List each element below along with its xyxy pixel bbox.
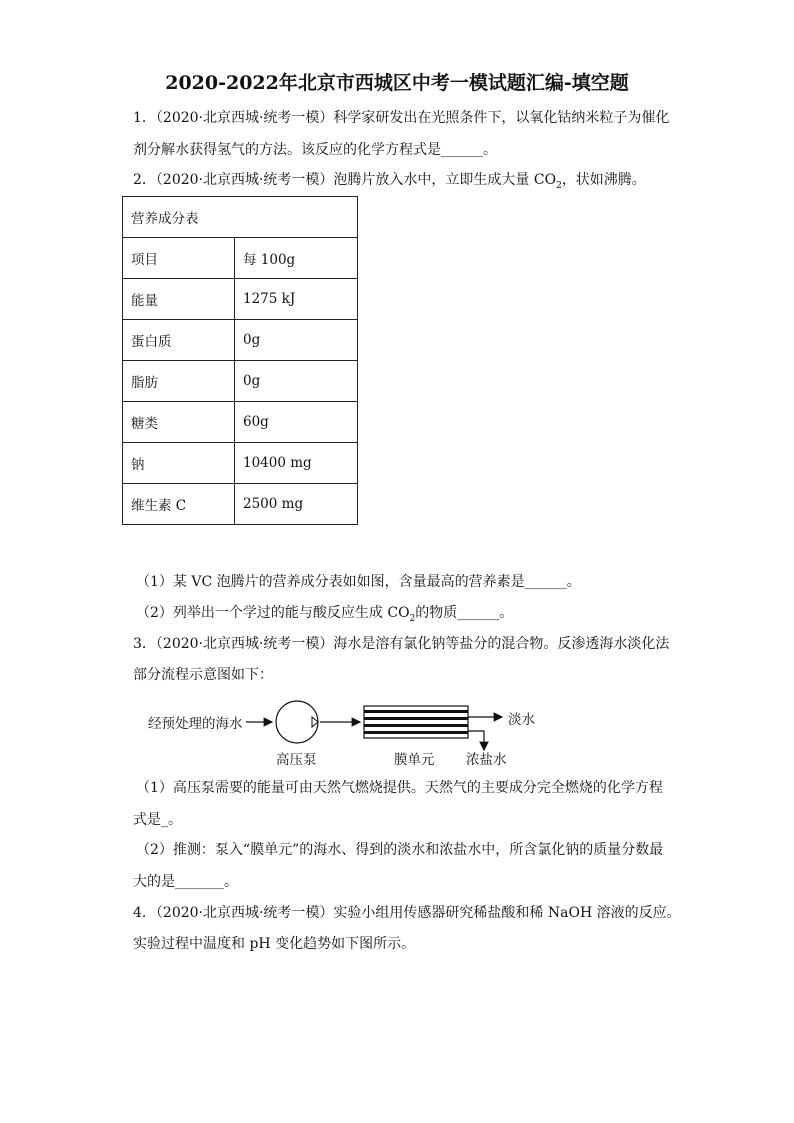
q3-sub2-line2: 大的是_______。	[133, 874, 238, 890]
table-row: 维生素 C 2500 mg	[123, 484, 358, 525]
q4-line1: 4．（2020·北京西城·统考一模）实验小组用传感器研究稀盐酸和稀 NaOH 溶液的反应。	[133, 905, 681, 921]
fresh-water-label: 淡水	[508, 712, 535, 728]
desalination-diagram	[140, 698, 560, 770]
q1-line1: 1．（2020·北京西城·统考一模）科学家研发出在光照条件下，以氧化钴纳米粒子为催化	[133, 110, 670, 126]
q2-sub1: （1）某 VC 泡腾片的营养成分表如如图，含量最高的营养素是______。	[136, 574, 581, 590]
q3-sub1-line2: 式是_。	[133, 812, 182, 828]
table-row: 蛋白质 0g	[123, 320, 358, 361]
page-title: 2020-2022年北京市西城区中考一模试题汇编-填空题	[165, 72, 629, 94]
q1-line2: 剂分解水获得氢气的方法。该反应的化学方程式是______。	[133, 142, 497, 158]
pump-label: 高压泵	[276, 752, 317, 768]
q3-line1: 3．（2020·北京西城·统考一模）海水是溶有氯化钠等盐分的混合物。反渗透海水淡化法	[133, 636, 670, 652]
input-label: 经预处理的海水	[148, 716, 243, 732]
nutrition-table	[122, 196, 358, 525]
table-row: 能量 1275 kJ	[123, 279, 358, 320]
table-row: 钠 10400 mg	[123, 443, 358, 484]
q3-line2: 部分流程示意图如下：	[133, 667, 273, 683]
q4-line2: 实验过程中温度和 pH 变化趋势如下图所示。	[133, 936, 416, 952]
brine-label: 浓盐水	[466, 752, 507, 768]
q3-sub1-line1: （1）高压泵需要的能量可由天然气燃烧提供。天然气的主要成分完全燃烧的化学方程	[136, 780, 663, 796]
q3-sub2-line1: （2）推测：泵入“膜单元”的海水、得到的淡水和浓盐水中，所含氯化钠的质量分数最	[136, 842, 664, 858]
membrane-label: 膜单元	[394, 752, 435, 768]
q2-sub2: （2）列举出一个学过的能与酸反应生成 $CO_2$的物质______。	[136, 605, 514, 624]
table-title: 营养成分表	[123, 197, 358, 238]
table-row: 脂肪 0g	[123, 361, 358, 402]
table-row: 项目 每 100g	[123, 238, 358, 279]
q2-line1: 2．（2020·北京西城·统考一模）泡腾片放入水中，立即生成大量 $CO_2$，状如沸腾。	[133, 172, 646, 191]
table-row: 糖类 60g	[123, 402, 358, 443]
